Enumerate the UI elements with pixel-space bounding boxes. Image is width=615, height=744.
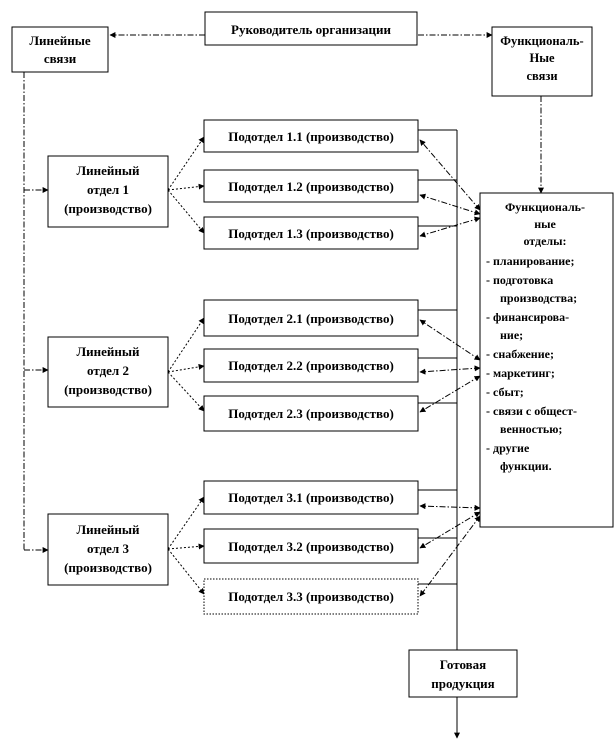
- department-2-line-1: Линейный: [76, 344, 140, 359]
- subdepartment-box-3-2: [204, 529, 418, 563]
- output-box: [409, 650, 517, 697]
- connector-dept-3-to-sub-3-1: [168, 497, 204, 549]
- subdepartment-1-1-label: Подотдел 1.1 (производство): [228, 129, 394, 144]
- functional-departments-line-8: ние;: [500, 328, 524, 342]
- func-to-sub-1-2: [420, 195, 480, 214]
- connector-dept-1-to-sub-1-1: [168, 137, 204, 190]
- functional-departments-line-9: - снабжение;: [486, 347, 554, 361]
- functional-departments-line-14: - другие: [486, 441, 530, 455]
- output-line-2: продукция: [431, 676, 495, 691]
- linear-links-line-1: Линейные: [29, 33, 91, 48]
- connector-dept-3-to-sub-3-3: [168, 549, 204, 594]
- functional-departments-line-5: - подготовка: [486, 273, 554, 287]
- subdepartment-box-3-1: [204, 481, 418, 514]
- subdepartment-1-2-label: Подотдел 1.2 (производство): [228, 179, 394, 194]
- subdepartment-2-2-label: Подотдел 2.2 (производство): [228, 358, 394, 373]
- func-to-sub-3-1: [420, 506, 480, 508]
- department-1-line-3: (производство): [64, 201, 152, 216]
- subdepartment-3-1-label: Подотдел 3.1 (производство): [228, 490, 394, 505]
- functional-departments-line-4: - планирование;: [486, 254, 575, 268]
- func-to-sub-1-1: [420, 140, 480, 210]
- subdepartment-box-1-2: [204, 170, 418, 202]
- subdepartment-2-1-label: Подотдел 2.1 (производство): [228, 311, 394, 326]
- department-box-3: [48, 514, 168, 585]
- functional-links-line-1: Функциональ-: [500, 34, 584, 48]
- connector-dept-1-to-sub-1-2: [168, 186, 204, 190]
- functional-links-line-3: связи: [526, 69, 558, 83]
- connector-dept-2-to-sub-2-3: [168, 372, 204, 411]
- subdepartment-box-3-3: [204, 579, 418, 614]
- connector-dept-2-to-sub-2-1: [168, 318, 204, 372]
- department-3-line-1: Линейный: [76, 522, 140, 537]
- linear-links-line-2: связи: [43, 51, 77, 66]
- functional-departments-line-2: ные: [534, 217, 556, 231]
- department-3-line-2: отдел 3: [87, 541, 129, 556]
- functional-links-line-2: Ные: [529, 51, 555, 65]
- linear-links-box: [12, 27, 108, 72]
- functional-departments-line-12: - связи с общест-: [486, 404, 578, 418]
- department-box-1: [48, 156, 168, 227]
- head-box: [205, 12, 417, 45]
- subdepartment-box-2-3: [204, 396, 418, 431]
- head-label: Руководитель организации: [231, 22, 391, 37]
- func-to-sub-2-1: [420, 320, 480, 360]
- subdepartment-3-3-label: Подотдел 3.3 (производство): [228, 589, 394, 604]
- department-box-2: [48, 337, 168, 407]
- output-line-1: Готовая: [439, 657, 487, 672]
- func-to-sub-2-3: [420, 376, 480, 412]
- subdepartment-box-2-1: [204, 300, 418, 336]
- functional-departments-box: [480, 193, 613, 527]
- functional-departments-line-11: - сбыт;: [486, 385, 524, 399]
- func-to-sub-2-2: [420, 368, 480, 372]
- connector-dept-1-to-sub-1-3: [168, 190, 204, 233]
- department-3-line-3: (производство): [64, 560, 152, 575]
- department-2-line-2: отдел 2: [87, 363, 129, 378]
- subdepartment-3-2-label: Подотдел 3.2 (производство): [228, 539, 394, 554]
- department-2-line-3: (производство): [64, 382, 152, 397]
- func-to-sub-1-3: [420, 218, 480, 236]
- functional-departments-line-6: производства;: [500, 291, 578, 305]
- functional-departments-line-1: Функциональ-: [504, 200, 586, 214]
- functional-departments-line-3: отделы:: [523, 234, 567, 248]
- subdepartment-1-3-label: Подотдел 1.3 (производство): [228, 226, 394, 241]
- subdepartment-box-2-2: [204, 349, 418, 382]
- connector-dept-2-to-sub-2-2: [168, 366, 204, 372]
- department-1-line-1: Линейный: [76, 163, 140, 178]
- functional-departments-line-15: функции.: [500, 459, 552, 473]
- subdepartment-box-1-1: [204, 120, 418, 152]
- connector-dept-3-to-sub-3-2: [168, 546, 204, 549]
- functional-links-box: [492, 27, 592, 96]
- functional-departments-line-7: - финансирова-: [486, 310, 570, 324]
- subdepartment-2-3-label: Подотдел 2.3 (производство): [228, 406, 394, 421]
- func-to-sub-3-2: [420, 512, 480, 548]
- department-1-line-2: отдел 1: [87, 182, 129, 197]
- functional-departments-line-13: венностью;: [500, 422, 563, 436]
- functional-departments-line-10: - маркетинг;: [486, 366, 555, 380]
- subdepartment-box-1-3: [204, 217, 418, 249]
